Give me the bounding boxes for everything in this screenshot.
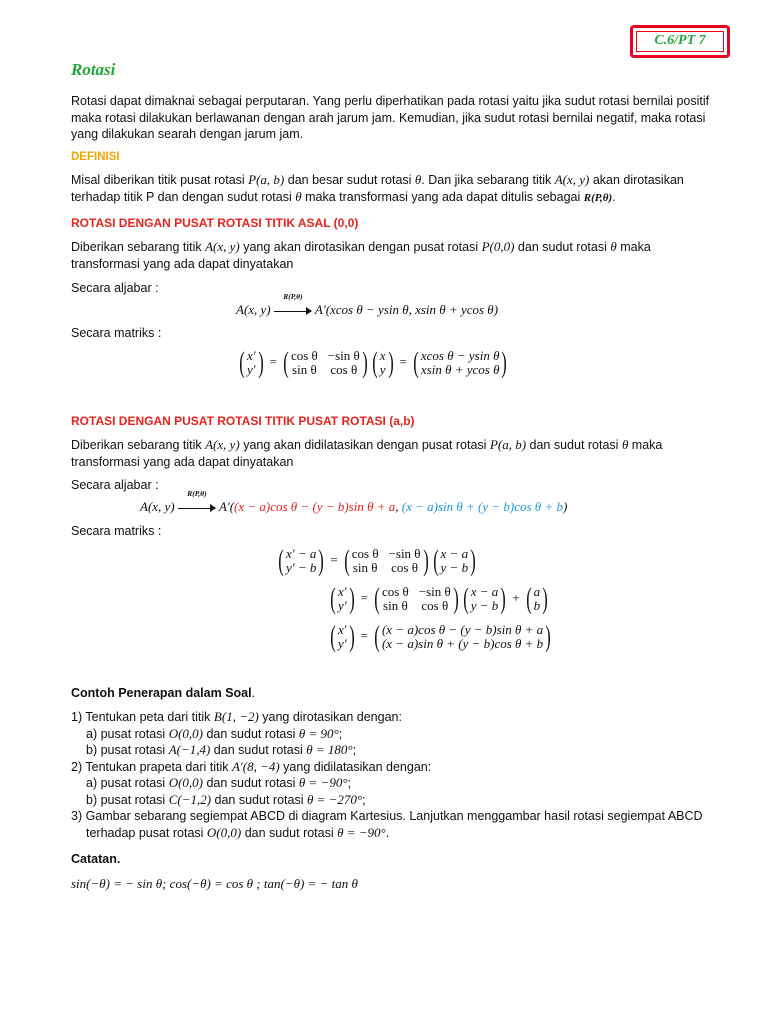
question-1a bbox=[71, 726, 711, 743]
matrix-cell: x′ − a bbox=[286, 546, 317, 561]
text: yang akan dirotasikan dengan pusat rotasi bbox=[239, 240, 482, 254]
text: Diberikan sebarang titik bbox=[71, 438, 206, 452]
matrix-cell: −sin θ bbox=[327, 348, 360, 363]
text: Diberikan sebarang titik bbox=[71, 240, 206, 254]
matrix-cell: sin θ bbox=[292, 362, 317, 377]
matrix-cell: b bbox=[533, 598, 541, 613]
transform-arrow bbox=[178, 489, 216, 515]
matrix-cell: y′ bbox=[338, 636, 347, 651]
section2-matrix-row1: ( x′ − a y′ − b ) = ( cos θ −sin θ sin θ cos θ ) ( x − a y − b ) bbox=[278, 544, 476, 577]
matrix-cell: x′ bbox=[247, 348, 256, 363]
text: ; bbox=[347, 776, 352, 790]
matrix-cell: y′ bbox=[247, 362, 256, 377]
math-y-component: (x − a)sin θ + (y − b)cos θ + b bbox=[401, 499, 563, 514]
math: O(0,0) bbox=[168, 725, 203, 741]
math: θ = 180° bbox=[306, 742, 353, 757]
math: A(−1,4) bbox=[168, 742, 211, 757]
text: dan sudut rotasi bbox=[210, 743, 307, 757]
matrix-cell: x′ bbox=[338, 622, 347, 637]
math-suffix: ) bbox=[562, 499, 568, 514]
question-1 bbox=[71, 709, 711, 726]
section2-matriks-label: Secara matriks : bbox=[71, 524, 162, 538]
math-left: A(x, y) bbox=[140, 499, 175, 514]
matrix-cell: sin θ bbox=[352, 560, 378, 575]
matrix-cell: a bbox=[533, 584, 541, 599]
matrix-cell: x bbox=[379, 348, 386, 363]
matrix-cell: (x − a)cos θ − (y − b)sin θ + a bbox=[381, 622, 544, 637]
arrow-label: R(P,θ) bbox=[187, 489, 207, 499]
section1-matriks-label: Secara matriks : bbox=[71, 326, 162, 340]
contoh-heading bbox=[71, 685, 711, 702]
transform-arrow bbox=[274, 292, 312, 318]
matrix-cell: x − a bbox=[470, 584, 499, 599]
plus-sign: + bbox=[512, 589, 520, 605]
section1-heading: ROTASI DENGAN PUSAT ROTASI TITIK ASAL (0,0) bbox=[71, 216, 359, 230]
math: O(0,0) bbox=[168, 775, 203, 790]
code-label: C.6/PT 7 bbox=[636, 31, 724, 52]
matrix-cell: xcos θ − ysin θ bbox=[420, 348, 500, 363]
text: b) pusat rotasi bbox=[86, 792, 169, 807]
matrix-cell: (x − a)sin θ + (y − b)cos θ + b bbox=[381, 636, 544, 651]
math-x-component: (x − a)cos θ − (y − b)sin θ + a bbox=[234, 499, 396, 514]
question-1b bbox=[71, 742, 711, 759]
text: . bbox=[385, 825, 390, 840]
text: dan sudut rotasi bbox=[241, 825, 338, 840]
math-point-p: P(0,0) bbox=[481, 239, 515, 254]
text: 1) Tentukan peta dari titik bbox=[71, 710, 214, 724]
text: yang didilatasikan dengan: bbox=[279, 759, 432, 774]
section2-matrix-row2: ( x′ y′ ) = ( cos θ −sin θ sin θ cos θ ) ( x − a y − b ) + ( a b ) bbox=[330, 582, 548, 615]
math-prefix: A′( bbox=[218, 499, 235, 514]
math-rotation-symbol: R(P,θ) bbox=[583, 191, 613, 204]
matrix-cell: sin θ bbox=[383, 598, 408, 613]
question-2b bbox=[71, 792, 711, 809]
text: dan sudut rotasi bbox=[202, 726, 299, 741]
text: dan sudut rotasi bbox=[526, 438, 622, 452]
matrix-cell: cos θ bbox=[330, 362, 358, 377]
contoh-heading-dot: . bbox=[251, 686, 256, 700]
text: a) pusat rotasi bbox=[86, 776, 169, 790]
math: θ = −90° bbox=[337, 824, 386, 840]
text: b) pusat rotasi bbox=[86, 743, 169, 757]
text: dan sudut rotasi bbox=[211, 792, 307, 807]
section2-aljabar-label: Secara aljabar : bbox=[71, 478, 159, 492]
math-left: A(x, y) bbox=[236, 302, 271, 317]
section1-aljabar-label: Secara aljabar : bbox=[71, 281, 159, 295]
catatan-heading: Catatan. bbox=[71, 852, 121, 866]
matrix-cell: x′ bbox=[338, 584, 347, 599]
math-comma: , bbox=[395, 499, 402, 514]
matrix-cell: x − a bbox=[440, 546, 469, 561]
matrix-cell: y′ − b bbox=[286, 560, 317, 575]
definisi-heading: DEFINISI bbox=[71, 151, 120, 163]
text: ; bbox=[338, 726, 343, 741]
matrix-cell: xsin θ + ycos θ bbox=[420, 362, 500, 377]
text: 3) Gambar sebarang segiempat ABCD di diagram Kartesius. Lanjutkan menggambar hasil rotasi segiempat ABCD bbox=[71, 809, 703, 823]
intro-paragraph: Rotasi dapat dimaknai sebagai perputaran. Yang perlu diperhatikan pada rotasi yaitu jika sudut rotasi bernilai positif maka rotasi dilakukan berlawanan dengan arah jarum jam. Kemudian, jika sudut rotasi bernilai negatif, maka rotasi yang dilakukan searah dengan jarum jam. bbox=[71, 94, 710, 141]
math-point-p: P(a, b) bbox=[489, 437, 527, 452]
math: θ = −90° bbox=[298, 775, 348, 790]
text: Misal diberikan titik pusat rotasi bbox=[71, 173, 249, 187]
math: θ = 90° bbox=[298, 725, 339, 741]
section1-paragraph bbox=[71, 239, 711, 272]
section1-aljabar-formula bbox=[236, 292, 499, 319]
text: akan dirotasikan terhadap titik P dan dengan sudut rotasi bbox=[71, 173, 684, 204]
section2-matrix-row3: ( x′ y′ ) = ( (x − a)cos θ − (y − b)sin θ + a (x − a)sin θ + (y − b)cos θ + b ) bbox=[330, 620, 551, 653]
text: dan besar sudut rotasi bbox=[284, 173, 415, 187]
math: C(−1,2) bbox=[168, 791, 212, 807]
question-3 bbox=[71, 808, 711, 825]
math-point-a: A(x, y) bbox=[205, 437, 240, 452]
text: 2) Tentukan prapeta dari titik bbox=[71, 759, 232, 774]
section2-heading: ROTASI DENGAN PUSAT ROTASI TITIK PUSAT ROTASI (a,b) bbox=[71, 414, 415, 428]
math-point-a: A(x, y) bbox=[205, 239, 240, 254]
section1-matrix-equation: ( x′ y′ ) = ( cos θ −sin θ sin θ cos θ ) ( x y ) = ( xcos θ − ysin θ xsin θ + ycos θ ) bbox=[239, 346, 508, 379]
math: B(1, −2) bbox=[213, 709, 259, 724]
matrix-cell: cos θ bbox=[421, 598, 449, 613]
page-title: Rotasi bbox=[71, 60, 116, 79]
contoh-heading-text: Contoh Penerapan dalam Soal bbox=[71, 686, 252, 700]
text: . Dan jika sebarang titik bbox=[421, 173, 555, 187]
text: maka transformasi yang ada dapat dinyatakan bbox=[71, 240, 651, 271]
arrow-label: R(P,θ) bbox=[283, 292, 303, 302]
math: O(0,0) bbox=[206, 824, 242, 840]
definisi-paragraph bbox=[71, 172, 711, 206]
code-badge bbox=[630, 25, 730, 58]
math-theta: θ bbox=[621, 437, 629, 452]
text: . bbox=[612, 189, 616, 204]
text: dan sudut rotasi bbox=[514, 240, 611, 254]
section2-aljabar-formula bbox=[140, 489, 568, 516]
text: yang akan didilatasikan dengan pusat rotasi bbox=[239, 438, 490, 452]
section2-paragraph bbox=[71, 437, 711, 470]
math-right: A′(xcos θ − ysin θ, xsin θ + ycos θ) bbox=[314, 302, 499, 317]
math-theta: θ bbox=[414, 172, 422, 187]
math-theta: θ bbox=[295, 188, 302, 204]
text: dan sudut rotasi bbox=[202, 776, 299, 790]
matrix-cell: −sin θ bbox=[388, 546, 421, 561]
matrix-cell: −sin θ bbox=[418, 584, 451, 599]
matrix-cell: y − b bbox=[440, 560, 469, 575]
math-point-a: A(x, y) bbox=[554, 172, 590, 187]
question-3-cont bbox=[71, 825, 711, 842]
matrix-cell: y′ bbox=[338, 598, 347, 613]
question-list bbox=[71, 709, 711, 841]
question-2a bbox=[71, 775, 711, 792]
question-2 bbox=[71, 759, 711, 776]
text: ; bbox=[352, 743, 357, 757]
matrix-cell: y − b bbox=[470, 598, 499, 613]
text: maka transformasi yang ada dapat ditulis sebagai bbox=[301, 189, 584, 204]
text: maka transformasi yang ada dapat dinyatakan bbox=[71, 438, 663, 469]
matrix-cell: cos θ bbox=[381, 584, 409, 599]
text: ; bbox=[362, 792, 366, 807]
math: A′(8, −4) bbox=[231, 758, 280, 774]
matrix-cell: y bbox=[379, 362, 386, 377]
matrix-cell: cos θ bbox=[290, 348, 318, 363]
matrix-cell: cos θ bbox=[351, 546, 379, 561]
matrix-cell: cos θ bbox=[391, 560, 418, 575]
catatan-formula: sin(−θ) = − sin θ; cos(−θ) = cos θ ; tan(−θ) = − tan θ bbox=[71, 876, 358, 891]
math-theta: θ bbox=[610, 239, 617, 254]
text: terhadap pusat rotasi bbox=[86, 825, 207, 840]
text: a) pusat rotasi bbox=[86, 726, 169, 741]
math: θ = −270° bbox=[306, 791, 363, 807]
math-point-p: P(a, b) bbox=[248, 172, 285, 187]
text: yang dirotasikan dengan: bbox=[258, 710, 402, 724]
